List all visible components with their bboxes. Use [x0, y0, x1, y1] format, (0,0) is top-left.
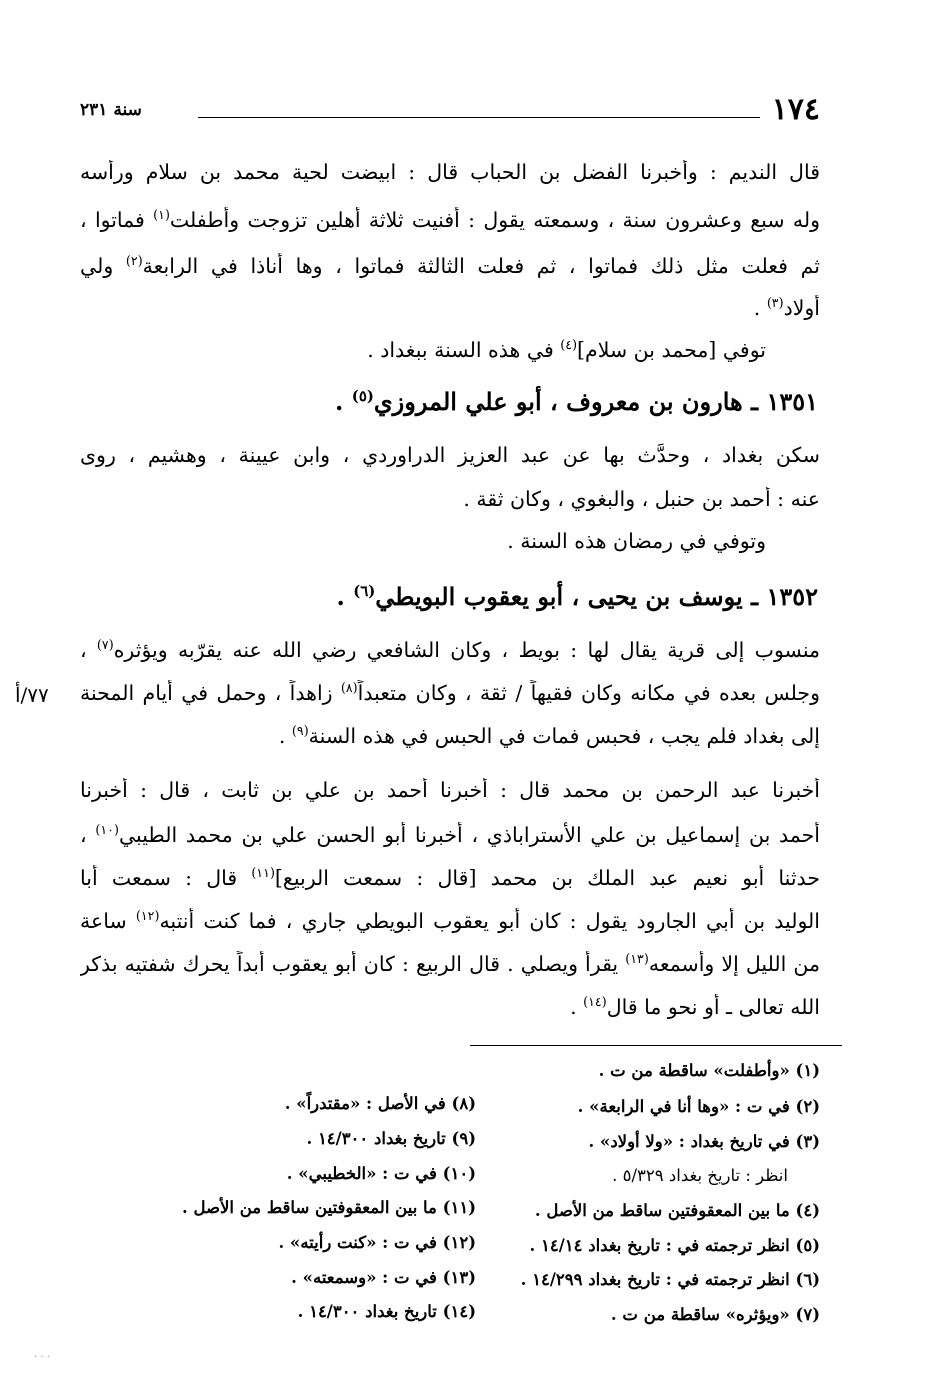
- footnote-ref: (٥): [351, 387, 374, 405]
- text-line: الوليد بن أبي الجارود يقول : كان أبو يعقوب البويطي جاري ، فما كنت أنتبه$^{(١٢)}$ ساعة: [80, 908, 820, 933]
- text-line: منسوب إلى قرية يقال لها : بويط ، وكان الشافعي رضي الله عنه يقرّبه ويؤثره$^{(٧)}$ ،: [80, 637, 820, 662]
- footnote-item: (٤) ما بين المعقوفتين ساقط من الأصل .: [534, 1201, 820, 1220]
- footnote-ref: (٩): [291, 723, 309, 738]
- footnote-ref: (٣): [766, 295, 784, 310]
- footnote-ref: (١): [153, 207, 170, 222]
- footnote-item: (٥) انظر ترجمته في : تاريخ بغداد ١٤/١٤ .: [529, 1236, 820, 1255]
- footnote-item: انظر : تاريخ بغداد ٥/٣٢٩ .: [612, 1166, 788, 1185]
- text-line: وتوفي في رمضان هذه السنة .: [507, 529, 766, 553]
- footnote-ref: (١١): [251, 865, 275, 880]
- text-line: توفي [محمد بن سلام]$^{(٤)}$ في هذه السنة ببغداد .: [367, 337, 766, 362]
- text-line: أحمد بن إسماعيل بن علي الأستراباذي ، أخبرنا أبو الحسن علي بن محمد الطيبي$^{(١٠)}$ ،: [80, 822, 820, 847]
- footnote-ref: (١٢): [135, 908, 160, 923]
- footnote-ref: (٦): [353, 582, 376, 600]
- footnote-item: (٢) في ت : «وها أنا في الرابعة» .: [577, 1097, 820, 1116]
- footnote-divider: [470, 1045, 842, 1046]
- page-number: ١٧٤: [771, 92, 820, 127]
- text-line: وله سبع وعشرون سنة ، وسمعته يقول : أفنيت ثلاثة أهلين تزوجت وأطفلت$^{(١)}$ فماتوا ،: [80, 207, 820, 232]
- text-line: من الليل إلا وأسمعه$^{(١٣)}$ يقرأ ويصلي . قال الربيع : كان أبو يعقوب أبداً يحرك شفتيه بذكر: [80, 951, 820, 976]
- text-line: أخبرنا عبد الرحمن بن محمد قال : أخبرنا أحمد بن علي بن ثابت ، قال : أخبرنا: [80, 778, 820, 802]
- text-line: أولاد$^{(٣)}$ .: [753, 295, 820, 320]
- footnote-item: (١١) ما بين المعقوفتين ساقط من الأصل .: [182, 1198, 476, 1217]
- footnote-ref: (١٣): [625, 951, 649, 966]
- text-line: قال النديم : وأخبرنا الفضل بن الحباب قال : ابيضت لحية محمد بن سلام ورأسه: [80, 160, 820, 184]
- page-header: [80, 92, 820, 132]
- footnote-ref: (٧): [96, 637, 114, 652]
- footnote-item: (٦) انظر ترجمته في : تاريخ بغداد ١٤/٢٩٩ .: [520, 1270, 820, 1289]
- text-line: ثم فعلت مثل ذلك فماتوا ، ثم فعلت الثالثة فماتوا ، وها أناذا في الرابعة$^{(٢)}$ ولي: [80, 253, 820, 278]
- running-title: سنة ٢٣١: [80, 100, 142, 120]
- text-line: عنه : أحمد بن حنبل ، والبغوي ، وكان ثقة .: [463, 487, 820, 511]
- manuscript-folio-mark: ٧٧/أ: [15, 683, 49, 707]
- text-line: وجلس بعده في مكانه وكان فقيهاً / ثقة ، وكان متعبداً$^{(٨)}$ زاهداً ، وحمل في أيام المحنة: [80, 680, 820, 705]
- entry-heading-1351: ١٣٥١ ـ هارون بن معروف ، أبو علي المروزي$^{(٥)}$ .: [335, 387, 818, 416]
- footnote-item: (٩) تاريخ بغداد ١٤/٣٠٠ .: [306, 1129, 476, 1148]
- header-rule: [198, 117, 760, 118]
- footnote-item: (١٤) تاريخ بغداد ١٤/٣٠٠ .: [297, 1302, 476, 1321]
- footnote-item: (٣) في تاريخ بغداد : «ولا أولاد» .: [588, 1132, 820, 1151]
- text-line: سكن بغداد ، وحدَّث بها عن عبد العزيز الدراوردي ، وابن عيينة ، وهشيم ، روى: [80, 443, 820, 467]
- footnote-ref: (١٠): [95, 822, 119, 837]
- footnote-item: (٧) «ويؤثره» ساقطة من ت .: [610, 1305, 820, 1324]
- footnote-ref: (٨): [340, 680, 358, 695]
- footnote-item: (١٠) في ت : «الخطيبي» .: [286, 1164, 476, 1183]
- scan-mark: · · ·: [34, 1352, 50, 1363]
- text-line: حدثنا أبو نعيم عبد الملك بن محمد [قال : سمعت الربيع]$^{(١١)}$ قال : سمعت أبا: [80, 865, 820, 890]
- footnote-item: (١٢) في ت : «كنت رأيته» .: [278, 1233, 476, 1252]
- footnote-item: (١) «وأطفلت» ساقطة من ت .: [598, 1061, 820, 1080]
- text-line: إلى بغداد فلم يجب ، فحبس فمات في الحبس في هذه السنة$^{(٩)}$ .: [278, 723, 820, 748]
- footnote-item: (٨) في الأصل : «مقتدراً» .: [284, 1094, 476, 1113]
- footnote-ref: (٢): [125, 253, 143, 268]
- footnote-ref: (٤): [560, 337, 578, 352]
- text-line: الله تعالى ـ أو نحو ما قال$^{(١٤)}$ .: [570, 994, 820, 1019]
- footnote-ref: (١٤): [583, 994, 607, 1009]
- footnote-item: (١٣) في ت : «وسمعته» .: [291, 1268, 476, 1287]
- entry-heading-1352: ١٣٥٢ ـ يوسف بن يحيى ، أبو يعقوب البويطي$^{(٦)}$ .: [336, 582, 818, 611]
